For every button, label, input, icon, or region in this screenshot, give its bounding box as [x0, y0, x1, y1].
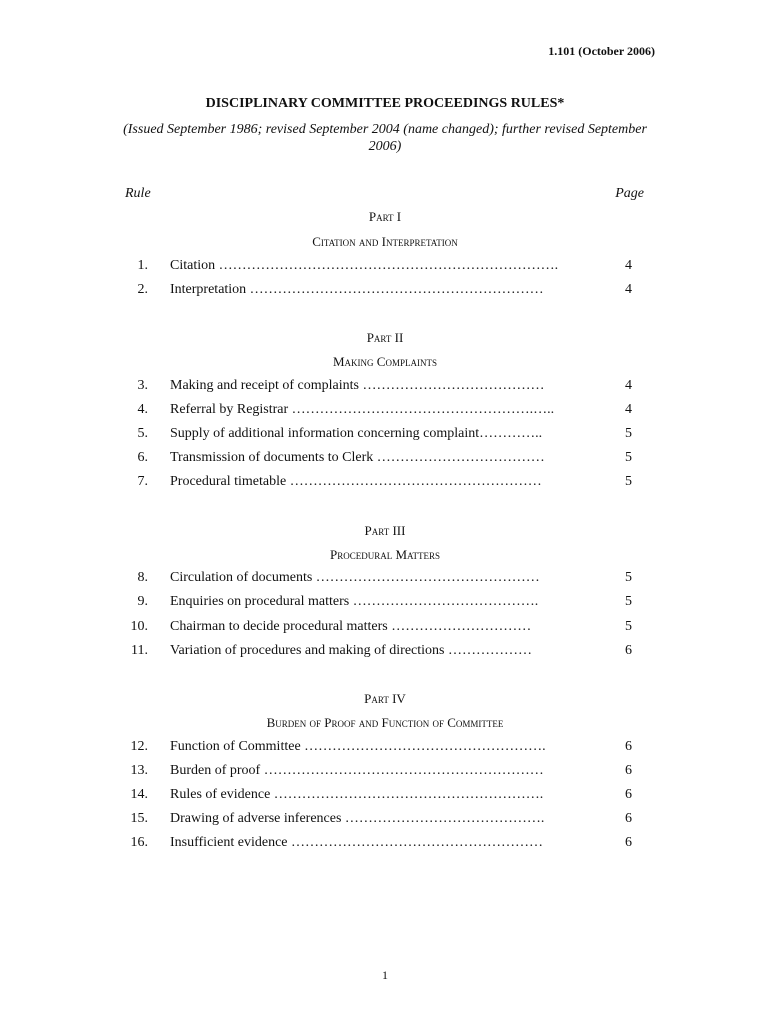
toc-entry: [0, 763, 770, 783]
toc-entry: [0, 787, 770, 807]
rule-title: Enquiries on procedural matters ………………………………….: [170, 594, 539, 609]
page-column-header: Page: [615, 186, 644, 201]
toc-entry: [0, 570, 770, 590]
toc-entry: [0, 594, 770, 614]
rule-number: 12.: [130, 739, 148, 754]
rule-column-header: Rule: [125, 186, 151, 201]
part-label: Part I: [368, 209, 402, 224]
toc-entry: [0, 282, 770, 302]
toc-entry: [0, 619, 770, 639]
part-label: Part II: [366, 330, 404, 345]
rule-title: Chairman to decide procedural matters …………………………: [170, 619, 532, 634]
rule-page: 4: [625, 378, 632, 393]
rule-number: 9.: [137, 594, 148, 609]
rule-number: 2.: [137, 282, 148, 297]
rule-title: Interpretation ………………………………………………………: [170, 282, 544, 297]
part-label: Part III: [364, 523, 406, 538]
rule-page: 5: [625, 570, 632, 585]
part-heading: Making Complaints: [333, 354, 437, 369]
rule-number: 8.: [137, 570, 148, 585]
rule-page: 6: [625, 811, 632, 826]
rule-page: 6: [625, 643, 632, 658]
rule-title: Circulation of documents …………………………………………: [170, 570, 540, 585]
rule-page: 6: [625, 763, 632, 778]
rule-title: Variation of procedures and making of directions ………………: [170, 643, 532, 658]
rule-page: 6: [625, 739, 632, 754]
rule-page: 5: [625, 450, 632, 465]
rule-number: 14.: [130, 787, 148, 802]
rule-page: 5: [625, 619, 632, 634]
rule-number: 11.: [131, 643, 148, 658]
rule-number: 5.: [137, 426, 148, 441]
rule-number: 15.: [130, 811, 148, 826]
rule-page: 6: [625, 835, 632, 850]
toc-entry: [0, 402, 770, 422]
rule-page: 4: [625, 258, 632, 273]
rule-title: Procedural timetable ………………………………………………: [170, 474, 542, 489]
rule-title: Drawing of adverse inferences …………………………………….: [170, 811, 545, 826]
toc-entry: [0, 474, 770, 494]
page-number: 1: [382, 968, 388, 982]
rule-title: Supply of additional information concerning complaint…………..: [170, 426, 543, 441]
part-heading: Burden of Proof and Function of Committee: [266, 715, 504, 730]
rule-title: Referral by Registrar …………………………………………….…..: [170, 402, 555, 417]
rule-number: 3.: [137, 378, 148, 393]
rule-page: 6: [625, 787, 632, 802]
rule-title: Making and receipt of complaints …………………………………: [170, 378, 545, 393]
rule-page: 5: [625, 426, 632, 441]
rule-page: 5: [625, 594, 632, 609]
rule-title: Rules of evidence ………………………………………………….: [170, 787, 544, 802]
rule-page: 4: [625, 282, 632, 297]
rule-number: 4.: [137, 402, 148, 417]
toc-entry: [0, 835, 770, 855]
toc-entry: [0, 811, 770, 831]
part-heading: Citation and Interpretation: [312, 234, 458, 249]
part-label: Part IV: [364, 691, 406, 706]
rule-page: 5: [625, 474, 632, 489]
rule-number: 7.: [137, 474, 148, 489]
toc-entry: [0, 378, 770, 398]
rule-title: Transmission of documents to Clerk ………………………………: [170, 450, 545, 465]
rule-number: 6.: [137, 450, 148, 465]
toc-entry: [0, 426, 770, 446]
toc-entry: [0, 258, 770, 278]
document-reference: 1.101 (October 2006): [548, 44, 655, 58]
rule-title: Burden of proof ……………………………………………………: [170, 763, 544, 778]
toc-entry: [0, 643, 770, 663]
rule-number: 10.: [130, 619, 148, 634]
document-subtitle: (Issued September 1986; revised September 2004 (name changed); further revised September 2006): [123, 122, 647, 154]
toc-entry: [0, 739, 770, 759]
rule-title: Insufficient evidence ………………………………………………: [170, 835, 544, 850]
rule-number: 16.: [130, 835, 148, 850]
rule-title: Citation ……………………………………………………………….: [170, 258, 559, 273]
rule-number: 13.: [130, 763, 148, 778]
part-heading: Procedural Matters: [329, 547, 441, 562]
rule-page: 4: [625, 402, 632, 417]
document-title: DISCIPLINARY COMMITTEE PROCEEDINGS RULES*: [205, 96, 565, 111]
toc-entry: [0, 450, 770, 470]
rule-title: Function of Committee …………………………………………….: [170, 739, 546, 754]
rule-number: 1.: [137, 258, 148, 273]
